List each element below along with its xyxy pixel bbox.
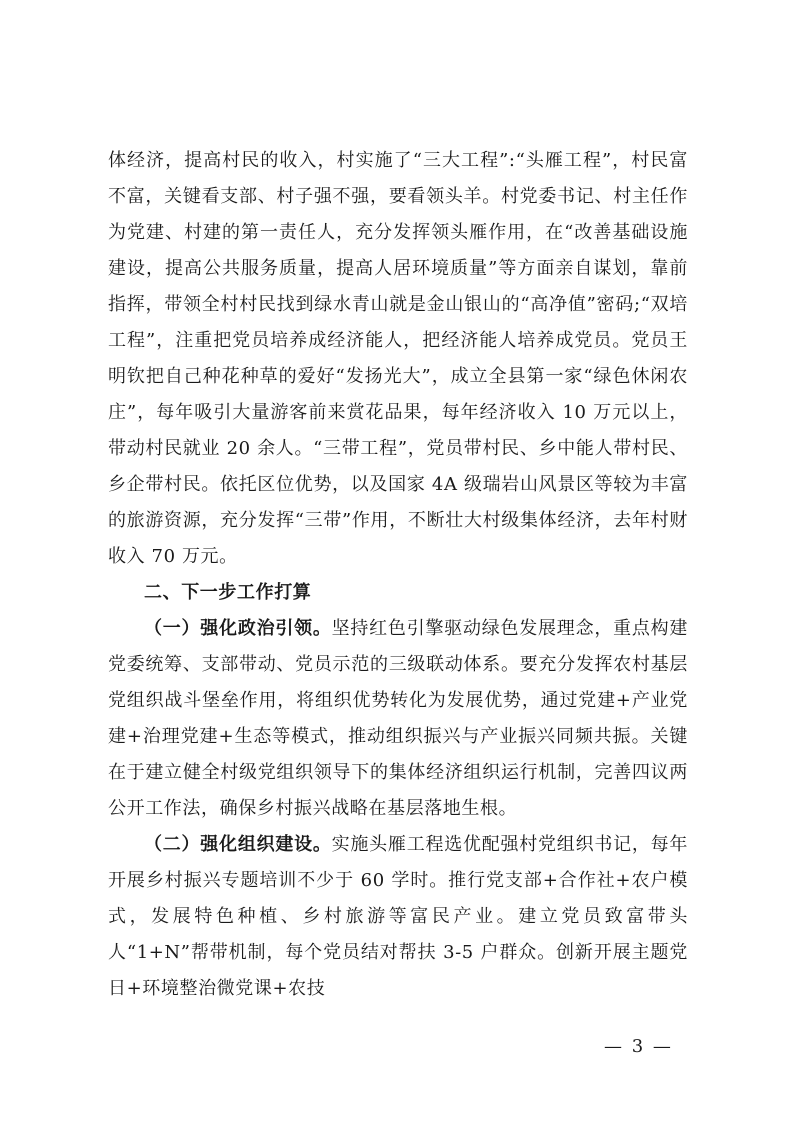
paragraph-continuation: 体经济，提高村民的收入，村实施了“三大工程”:“头雁工程”，村民富不富，关键看支部、村子强不强，要看领头羊。村党委书记、村主任作为党建、村建的第一责任人，充分发挥领头雁作用，在“改善基础设施建设，提高公共服务质量，提高人居环境质量”等方面亲自谋划，靠前指挥，带领全村村民找到绿水青山就是金山银山的“高净值”密码;“双培工程”，注重把党员培养成经济能人，把经济能人培养成党员。党员王明钦把自己种花种草的爱好“发扬光大”，成立全县第一家“绿色休闲农庄”，每年吸引大量游客前来赏花品果，每年经济收入 10 万元以上，带动村民就业 20 余人。“三带工程”，党员带村民、乡中能人带村民、乡企带村民。依托区位优势，以及国家 4A 级瑞岩山风景区等较为丰富的旅游资源，充分发挥“三带”作用，不断壮大村级集体经济，去年村财收入 70 万元。 [108,150,688,567]
item-1-text: 坚持红色引擎驱动绿色发展理念，重点构建党委统筹、支部带动、党员示范的三级联动体系。要充分发挥农村基层党组织战斗堡垒作用，将组织优势转化为发展优势，通过党建+产业党建+治理党建+生态等模式，推动组织振兴与产业振兴同频共振。关键在于建立健全村级党组织领导下的集体经济组织运行机制，完善四议两公开工作法，确保乡村振兴战略在基层落地生根。 [108,618,688,819]
item-2-text: 实施头雁工程选优配强村党组织书记，每年开展乡村振兴专题培训不少于 60 学时。推行党支部+合作社+农户模式，发展特色种植、乡村旅游等富民产业。建立党员致富带头人“1+N”帮带机制，每个党员结对帮扶 3-5 户群众。创新开展主题党日+环境整治微党课+农技 [108,834,688,999]
item-1-lead: （一）强化政治引领。 [144,618,332,639]
item-2-lead: （二）强化组织建设。 [144,834,332,855]
paragraph-item-2 [108,827,688,1007]
paragraph-item-1 [108,611,688,827]
page-number: — 3 — [604,1036,673,1057]
section-heading: 二、下一步工作打算 [144,582,312,603]
body-text [108,143,688,1007]
